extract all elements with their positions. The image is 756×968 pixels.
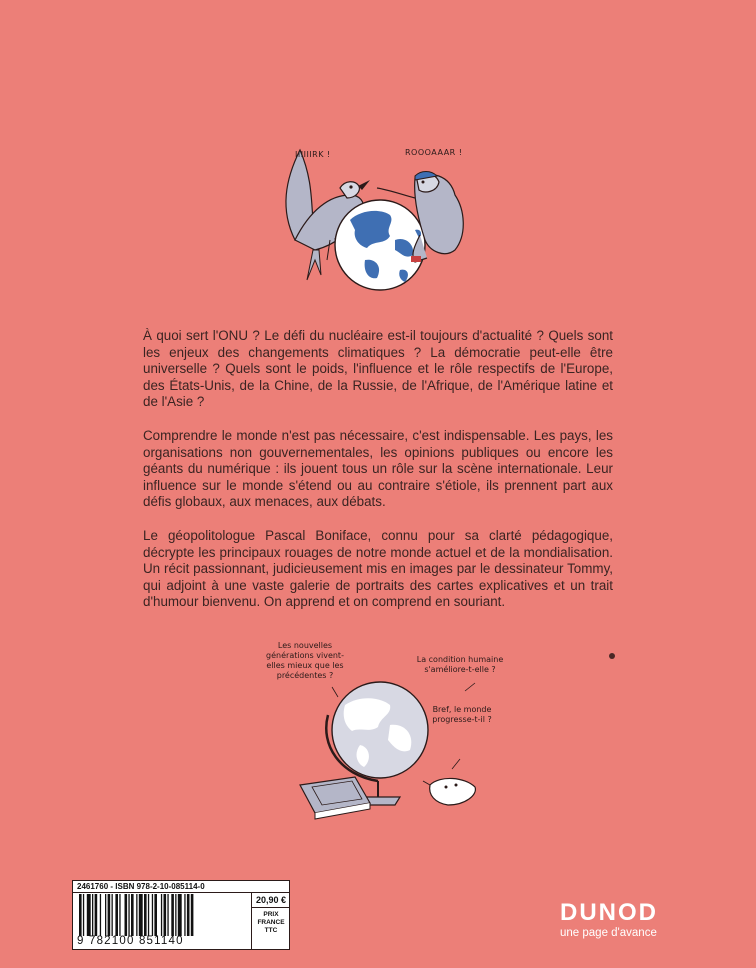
mouse-icon: [423, 778, 475, 805]
price-tag-ttc: TTC: [264, 927, 278, 934]
price-tag-france: FRANCE: [257, 919, 285, 926]
isbn-header: 2461760 - ISBN 978-2-10-085114-0: [73, 881, 289, 893]
price-tag-prix: PRIX: [263, 911, 279, 918]
book-icon: [300, 777, 370, 819]
speech-bubble-right: La condition humaine s'améliore-t-elle ?: [416, 655, 504, 674]
speech-bubble-mouse: Bref, le monde progresse-t-il ?: [432, 705, 492, 724]
publisher-logo: [560, 900, 690, 940]
blurb-text: [143, 328, 613, 628]
price-block: [251, 893, 290, 949]
gorilla-cry: ROOOAAAR !: [405, 148, 463, 157]
barcode-digits: 9 782100 851140: [77, 935, 184, 947]
bird-cry: IIIIIIRK !: [295, 150, 331, 159]
ink-spot: [609, 653, 615, 659]
globe-icon: [335, 200, 425, 290]
bottom-illustration: [260, 635, 520, 825]
seagull-globe-gorilla-drawing: [255, 140, 475, 300]
publisher-name: DUNOD: [560, 899, 658, 926]
speech-bubble-left: Les nouvelles générations vivent-elles mieux que les précédentes ?: [266, 641, 344, 680]
price: 20,90 €: [252, 893, 290, 908]
blurb-paragraph-3: Le géopolitologue Pascal Boniface, connu pour sa clarté pédagogique, décrypte les principaux rouages de notre monde actuel et de la mondialisation. Un récit passionnant, judicieusement mis en images par le dessinateur Tommy, qui adjoint à une vaste galerie de portraits des cartes explicatives et un trait d'humour bienvenu. On apprend et on comprend en souriant.: [143, 527, 613, 610]
barcode-box: [72, 880, 290, 950]
blurb-paragraph-1: À quoi sert l'ONU ? Le défi du nucléaire est-il toujours d'actualité ? Quels sont les enjeux des changements climatiques ? La démocratie peut-elle être universelle ? Quels sont le poids, l'influence et le rôle respectifs de l'Europe, des États-Unis, de la Chine, de la Russie, de l'Afrique, de l'Amérique latine et de l'Asie ?: [143, 328, 613, 410]
top-illustration: [255, 140, 475, 300]
blurb-paragraph-2: Comprendre le monde n'est pas nécessaire, c'est indispensable. Les pays, les organisations non gouvernementales, les opinions publiques ou encore les géants du numérique : ils jouent tous un rôle sur la scène internationale. Leur influence sur le monde s'étend ou au contraire s'étiole, ils prennent part aux défis globaux, aux menaces, aux débats.: [143, 427, 613, 510]
barcode-bars: [77, 894, 247, 936]
publisher-tagline: une page d'avance: [560, 927, 657, 939]
